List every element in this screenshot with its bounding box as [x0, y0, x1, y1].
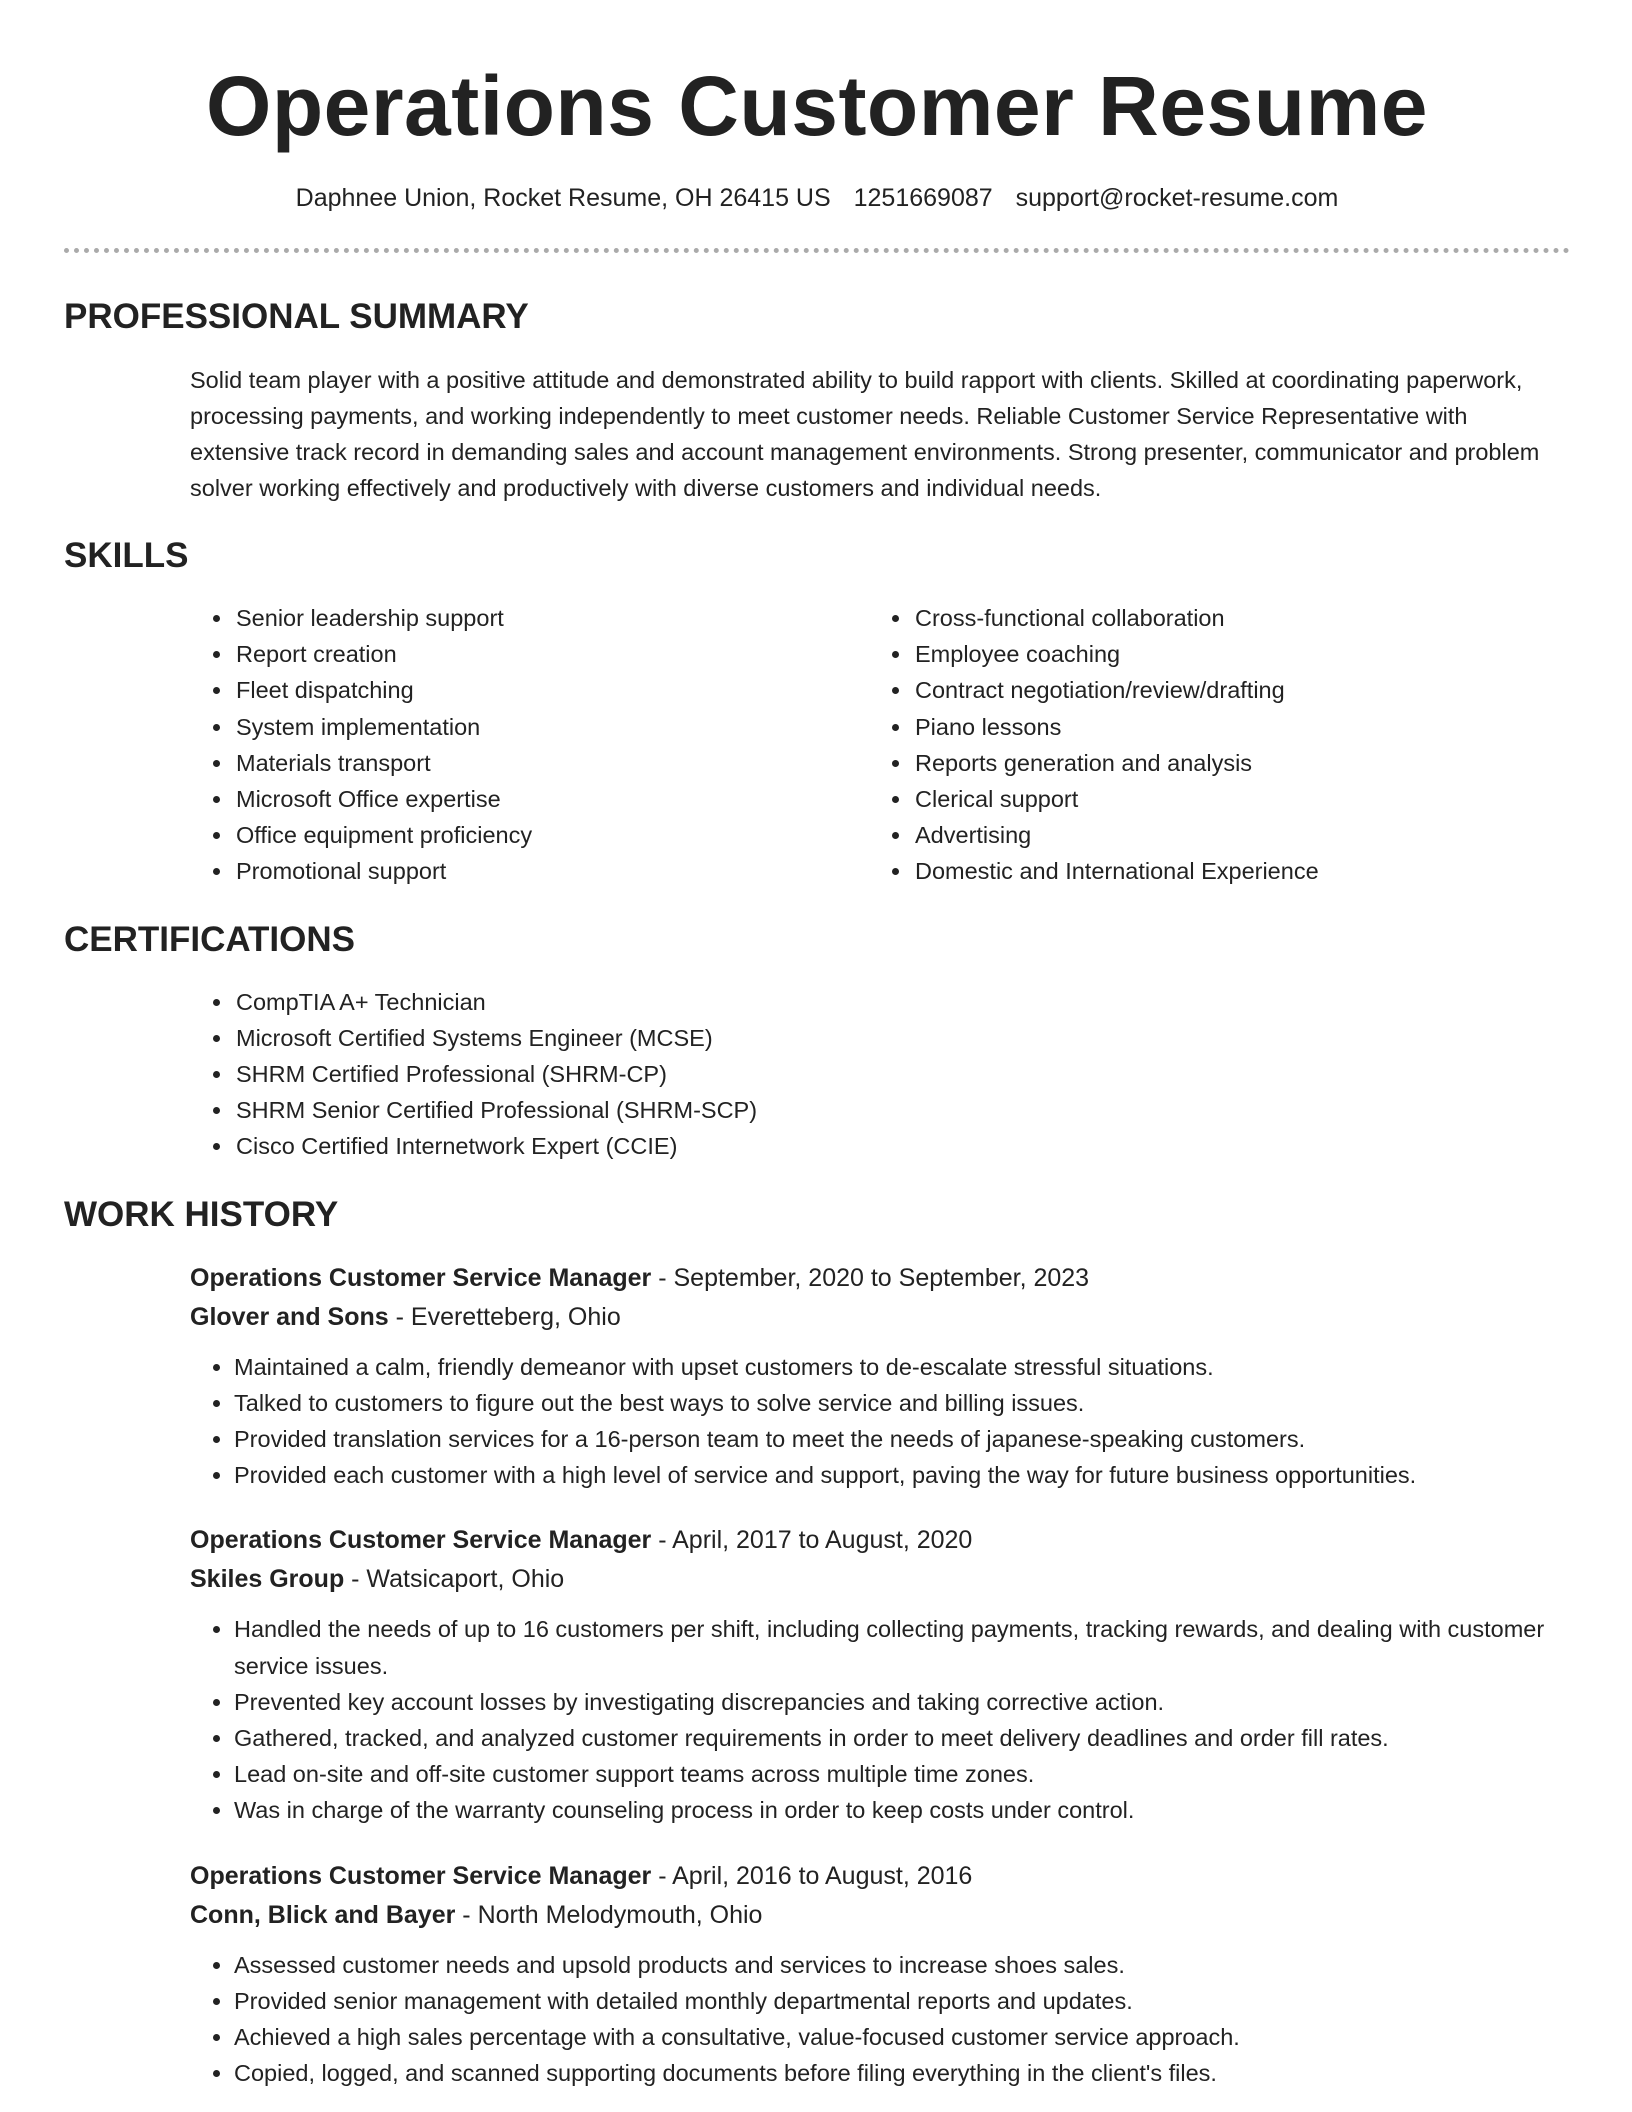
- job-entry: [190, 1521, 1570, 1828]
- job-company-line: [190, 1896, 1570, 1935]
- certification-item: • Cisco Certified Internetwork Expert (CCIE): [234, 1128, 1570, 1164]
- skill-item: • Clerical support: [913, 781, 1422, 817]
- resume-title: Operations Customer Resume: [206, 59, 1428, 153]
- job-role-line: [190, 1521, 1570, 1560]
- job-role-line: [190, 1857, 1570, 1896]
- skill-item: • Contract negotiation/review/drafting: [913, 672, 1422, 708]
- contact-phone: 1251669087: [853, 184, 993, 212]
- header-divider: [64, 248, 1570, 253]
- job-company: Glover and Sons: [190, 1302, 389, 1331]
- skill-item: • Materials transport: [234, 745, 743, 781]
- skill-item: • Piano lessons: [913, 709, 1422, 745]
- job-bullets: [64, 1349, 1570, 1494]
- job-location: - Everetteberg, Ohio: [388, 1302, 621, 1331]
- job-bullet: • Was in charge of the warranty counseling process in order to keep costs under control.: [234, 1792, 1570, 1828]
- skill-item: • System implementation: [234, 709, 743, 745]
- certification-item: • SHRM Senior Certified Professional (SHRM-SCP): [234, 1092, 1570, 1128]
- job-bullet: • Copied, logged, and scanned supporting documents before filing everything in the client's files.: [234, 2055, 1570, 2091]
- skills-list-right: [743, 600, 1422, 890]
- certification-item: • CompTIA A+ Technician: [234, 984, 1570, 1020]
- job-company-line: [190, 1298, 1570, 1337]
- job-company-line: [190, 1560, 1570, 1599]
- job-bullet: • Provided senior management with detailed monthly departmental reports and updates.: [234, 1983, 1570, 2019]
- job-bullet: • Gathered, tracked, and analyzed customer requirements in order to meet delivery deadlines and order fill rates.: [234, 1720, 1570, 1756]
- job-bullets: [64, 1947, 1570, 2092]
- contact-email: support@rocket-resume.com: [1015, 184, 1339, 212]
- section-title-skills: SKILLS: [64, 536, 189, 575]
- job-entry: [190, 1259, 1570, 1494]
- skill-item: • Reports generation and analysis: [913, 745, 1422, 781]
- skill-item: • Employee coaching: [913, 636, 1422, 672]
- skill-item: • Fleet dispatching: [234, 672, 743, 708]
- job-bullet: • Provided translation services for a 16-person team to meet the needs of japanese-speaking customers.: [234, 1421, 1570, 1457]
- section-title-summary: PROFESSIONAL SUMMARY: [64, 297, 529, 336]
- section-title-certifications: CERTIFICATIONS: [64, 919, 356, 959]
- job-bullet: • Handled the needs of up to 16 customers per shift, including collecting payments, tracking rewards, and dealing with customer service issues.: [234, 1611, 1570, 1683]
- summary-text: Solid team player with a positive attitude and demonstrated ability to build rapport with clients. Skilled at coordinating paperwork, processing payments, and working independently to meet customer needs. Reliable Customer Service Representative with extensive track record in demanding sales and account management environments. Strong presenter, communicator and problem solver working effectively and productively with diverse customers and individual needs.: [190, 367, 1540, 501]
- certification-item: • SHRM Certified Professional (SHRM-CP): [234, 1056, 1570, 1092]
- skill-item: • Microsoft Office expertise: [234, 781, 743, 817]
- skill-item: • Office equipment proficiency: [234, 817, 743, 853]
- job-bullet: • Achieved a high sales percentage with a consultative, value-focused customer service approach.: [234, 2019, 1570, 2055]
- skills-list-left: [64, 600, 743, 890]
- skill-item: • Senior leadership support: [234, 600, 743, 636]
- skill-item: • Cross-functional collaboration: [913, 600, 1422, 636]
- job-role: Operations Customer Service Manager: [190, 1263, 652, 1292]
- job-bullets: [64, 1611, 1570, 1828]
- job-role: Operations Customer Service Manager: [190, 1861, 652, 1890]
- job-company: Conn, Blick and Bayer: [190, 1900, 456, 1929]
- skill-item: • Domestic and International Experience: [913, 853, 1422, 889]
- section-title-work-history: WORK HISTORY: [64, 1194, 339, 1234]
- job-bullet: • Lead on-site and off-site customer support teams across multiple time zones.: [234, 1756, 1570, 1792]
- skill-item: • Report creation: [234, 636, 743, 672]
- job-bullet: • Prevented key account losses by investigating discrepancies and taking corrective action.: [234, 1684, 1570, 1720]
- resume-page: [64, 0, 1570, 2091]
- job-location: - North Melodymouth, Ohio: [455, 1900, 763, 1929]
- skill-item: • Advertising: [913, 817, 1422, 853]
- skill-item: • Promotional support: [234, 853, 743, 889]
- skills-grid: [64, 600, 1570, 890]
- contact-address: Daphnee Union, Rocket Resume, OH 26415 US: [295, 184, 831, 212]
- job-bullet: • Talked to customers to figure out the best ways to solve service and billing issues.: [234, 1385, 1570, 1421]
- job-location: - Watsicaport, Ohio: [344, 1565, 565, 1594]
- certification-item: • Microsoft Certified Systems Engineer (MCSE): [234, 1020, 1570, 1056]
- job-role-line: [190, 1259, 1570, 1298]
- job-bullet: • Assessed customer needs and upsold products and services to increase shoes sales.: [234, 1947, 1570, 1983]
- job-company: Skiles Group: [190, 1565, 345, 1594]
- contact-line: [64, 182, 1570, 214]
- job-dates: - September, 2020 to September, 2023: [651, 1263, 1090, 1292]
- job-dates: - April, 2017 to August, 2020: [651, 1526, 973, 1555]
- job-role: Operations Customer Service Manager: [190, 1526, 652, 1555]
- certifications-list: [64, 984, 1570, 1165]
- job-entry: [190, 1857, 1570, 2092]
- job-bullet: • Maintained a calm, friendly demeanor with upset customers to de-escalate stressful situations.: [234, 1349, 1570, 1385]
- job-bullet: • Provided each customer with a high level of service and support, paving the way for future business opportunities.: [234, 1457, 1570, 1493]
- job-dates: - April, 2016 to August, 2016: [651, 1861, 973, 1890]
